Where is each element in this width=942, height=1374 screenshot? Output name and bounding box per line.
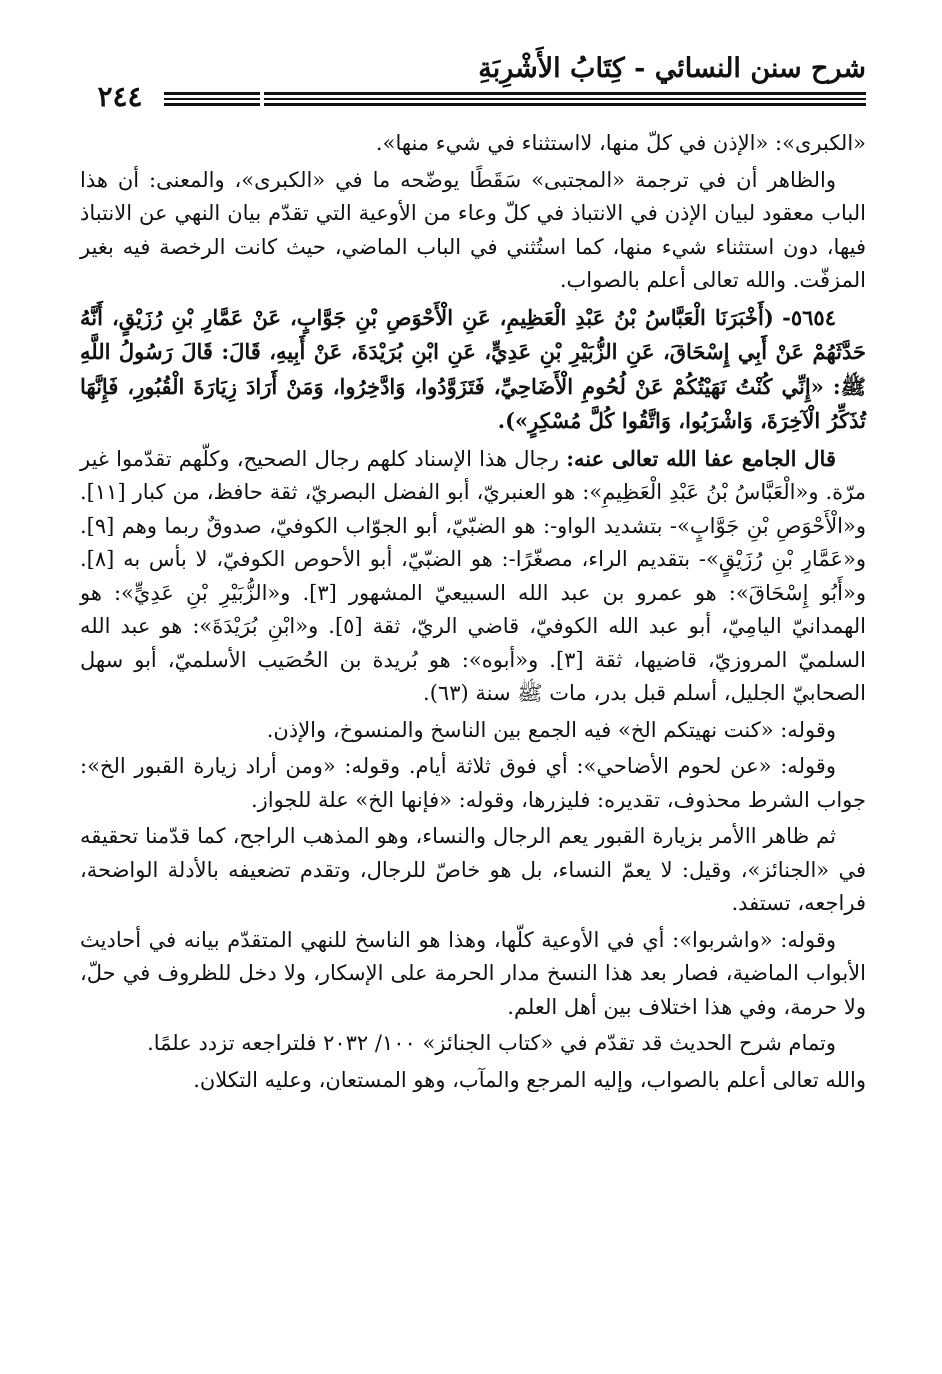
- running-header: [80, 52, 866, 92]
- paragraph-7: وقوله: «واشربوا»: أي في الأوعية كلّها، وهذا هو الناسخ للنهي المتقدّم بيانه في أحاديث الأبواب الماضية، فصار بعد هذا النسخ مدار الحرمة على الإسكار، ولا دخل للظروف في حلّ، ولا حرمة، وفي هذا اختلاف بين أهل العلم.: [80, 927, 866, 1019]
- paragraph-6: ثم ظاهر االأمر بزيارة القبور يعم الرجال والنساء، وهو المذهب الراجح، كما قدّمنا تحقيقه في «الجنائز»، وقيل: لا يعمّ النساء، بل هو خاصّ للرجال، وتقدم تضعيفه بالأدلة الواضحة، فراجعه، تستفد.: [80, 824, 866, 915]
- hadith-paragraph: [80, 301, 866, 439]
- paragraph-2: والظاهر أن في ترجمة «المجتبى» سَقَطًا يوضّحه ما في «الكبرى»، والمعنى: أن هذا الباب معقود لبيان الإذن في الانتباذ في كلّ وعاء من الأوعية التي تقدّم بيان النهي عن الانتباذ فيها، دون استثناء شيء منها، كما استُثني في الباب الماضي، حيث كانت الرخصة فيه بغير المزفّت. والله تعالى أعلم بالصواب.: [80, 167, 866, 292]
- book-title: شرح سنن النسائي - كِتَابُ الأَشْرِبَةِ: [478, 53, 866, 84]
- paragraph-3: [80, 442, 866, 711]
- hadith-text: (أَخْبَرَنَا الْعَبَّاسُ بْنُ عَبْدِ الْعَظِيمِ، عَنِ الْأَحْوَصِ بْنِ جَوَّابٍ، عَنْ عَمَّارِ بْنِ رُزَيْقٍ، أَنَّهُ حَدَّثَهُمْ عَنْ أَبِي إِسْحَاقَ، عَنِ الزُّبَيْرِ بْنِ عَدِيٍّ، عَنِ ابْنِ بُرَيْدَةَ، عَنْ أَبِيهِ، قَالَ: قَالَ رَسُولُ اللَّهِ ﷺ: «إِنِّي كُنْتُ نَهَيْتُكُمْ عَنْ لُحُومِ الْأَضَاحِيِّ، فَتَزَوَّدُوا، وَادَّخِرُوا، وَمَنْ أَرَادَ زِيَارَةَ الْقُبُورِ، فَإِنَّهَا تُذَكِّرُ الْآخِرَةَ، وَاشْرَبُوا، وَاتَّقُوا كُلَّ مُسْكِرٍ»).: [80, 304, 866, 433]
- paragraph-5: وقوله: «عن لحوم الأضاحي»: أي فوق ثلاثة أيام. وقوله: «ومن أراد زيارة القبور الخ»: جواب الشرط محذوف، تقديره: فليزرها، وقوله: «فإنها الخ» علة للجواز.: [80, 754, 866, 812]
- paragraph-1: «الكبرى»: «الإذن في كلّ منها، لااستثناء في شيء منها».: [375, 131, 866, 155]
- hadith-number: ٥٦٥٤-: [782, 304, 836, 330]
- page-body: [80, 127, 866, 1100]
- header-rule-right: [264, 92, 866, 106]
- page-number: ٢٤٤: [97, 80, 143, 113]
- paragraph-3-text: رجال هذا الإسناد كلهم رجال الصحيح، وكلّهم تقدّموا غير مرّة. و«الْعَبَّاسُ بْنُ عَبْدِ الْعَظِيمِ»: هو العنبريّ، أبو الفضل البصريّ، ثقة حافظ، من كبار [١١]. و«الْأَحْوَصِ بْنِ جَوَّابٍ»- بتشديد الواو-: هو الضبّيّ، أبو الجوّاب الكوفيّ، صدوقٌ ربما وهم [٩]. و«عَمَّارِ بْنِ رُزَيْقٍ»- بتقديم الراء، مصغّرًا-: هو الضبّيّ، أبو الأحوص الكوفيّ، لا بأس به [٨]. و«أَبُو إِسْحَاقَ»: هو عمرو بن عبد الله السبيعيّ المشهور [٣]. و«الزُّبَيْرِ بْنِ عَدِيٍّ»: هو الهمدانيّ اليامِيّ، أبو عبد الله الكوفيّ، قاضي الريّ، ثقة [٥]. و«ابْنِ بُرَيْدَةَ»: هو عبد الله السلميّ المروزيّ، قاضيها، ثقة [٣]. و«أبوه»: هو بُريدة بن الحُصَيب الأسلميّ، أبو سهل الصحابيّ الجليل، أسلم قبل بدر، مات ﷺ سنة (٦٣).: [80, 446, 866, 705]
- paragraph-9: والله تعالى أعلم بالصواب، وإليه المرجع والمآب، وهو المستعان، وعليه التكلان.: [193, 1067, 866, 1092]
- commentator-lead: قال الجامع عفا الله تعالى عنه:: [566, 445, 836, 471]
- header-rule: [80, 80, 866, 113]
- header-rule-left: [164, 92, 260, 106]
- paragraph-8: وتمام شرح الحديث قد تقدّم في «كتاب الجنائز» ١٠٠/ ٢٠٣٢ فلتراجعه تزدد علمًا.: [147, 1031, 836, 1055]
- paragraph-4: وقوله: «كنت نهيتكم الخ» فيه الجمع بين الناسخ والمنسوخ، والإذن.: [266, 717, 836, 742]
